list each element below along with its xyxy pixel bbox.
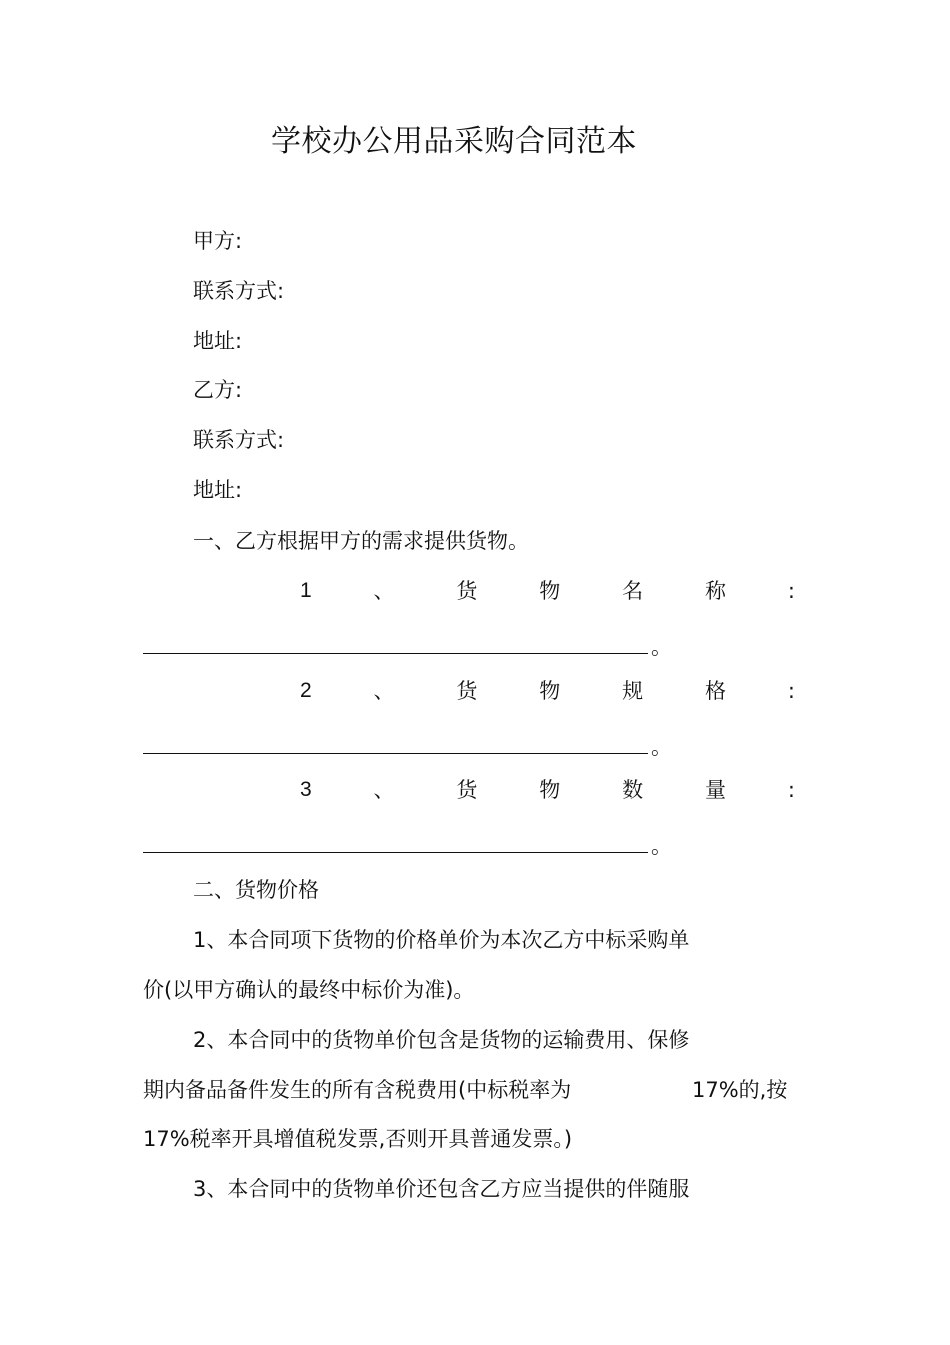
page-title: 学校办公用品采购合同范本 — [271, 124, 637, 159]
item-char: 货 — [456, 679, 478, 703]
price-clause-2-line-2a: 期内备品备件发生的所有含税费用(中标税率为 — [143, 1078, 572, 1102]
price-clause-1-line-1: 1、本合同项下货物的价格单价为本次乙方中标采购单 — [193, 928, 690, 952]
price-clause-2-line-2b: 17%的,按 — [692, 1078, 788, 1102]
section-1-heading: 一、乙方根据甲方的需求提供货物。 — [193, 529, 529, 553]
fill-in-line — [143, 852, 648, 853]
item-char: 格 — [704, 679, 726, 703]
goods-spec-line — [300, 676, 795, 706]
item-number: 1 — [300, 579, 312, 602]
item-char: 称 — [704, 579, 726, 603]
item-char: 物 — [539, 679, 561, 703]
period: 。 — [651, 635, 672, 659]
fill-in-line — [143, 653, 648, 654]
price-clause-1-line-2: 价(以甲方确认的最终中标价为准)。 — [143, 978, 475, 1002]
item-colon: : — [787, 679, 795, 703]
item-char: 量 — [704, 778, 726, 802]
party-b-label: 乙方: — [193, 378, 243, 402]
price-clause-2-line-3: 17%税率开具增值税发票,否则开具普通发票。) — [143, 1127, 573, 1151]
goods-quantity-blank — [143, 831, 683, 861]
period: 。 — [651, 834, 672, 858]
goods-name-line — [300, 576, 795, 606]
period: 。 — [651, 735, 672, 759]
goods-spec-blank — [143, 732, 683, 762]
party-a-label: 甲方: — [193, 229, 243, 253]
goods-quantity-line — [300, 775, 795, 805]
item-char: 物 — [539, 778, 561, 802]
item-char: 、 — [373, 778, 395, 802]
item-colon: : — [787, 579, 795, 603]
item-colon: : — [787, 778, 795, 802]
price-clause-3-line-1: 3、本合同中的货物单价还包含乙方应当提供的伴随服 — [193, 1177, 690, 1201]
party-b-contact-label: 联系方式: — [193, 428, 285, 452]
item-char: 物 — [539, 579, 561, 603]
item-char: 货 — [456, 579, 478, 603]
party-a-address-label: 地址: — [193, 329, 243, 353]
section-2-heading: 二、货物价格 — [193, 878, 319, 902]
party-a-contact-label: 联系方式: — [193, 279, 285, 303]
item-number: 3 — [300, 778, 312, 801]
item-char: 名 — [622, 579, 644, 603]
item-char: 、 — [373, 679, 395, 703]
goods-name-blank — [143, 632, 683, 662]
item-char: 规 — [622, 679, 644, 703]
price-clause-2-line-1: 2、本合同中的货物单价包含是货物的运输费用、保修 — [193, 1028, 690, 1052]
party-b-address-label: 地址: — [193, 478, 243, 502]
item-char: 数 — [622, 778, 644, 802]
item-number: 2 — [300, 679, 312, 702]
item-char: 货 — [456, 778, 478, 802]
fill-in-line — [143, 753, 648, 754]
item-char: 、 — [373, 579, 395, 603]
